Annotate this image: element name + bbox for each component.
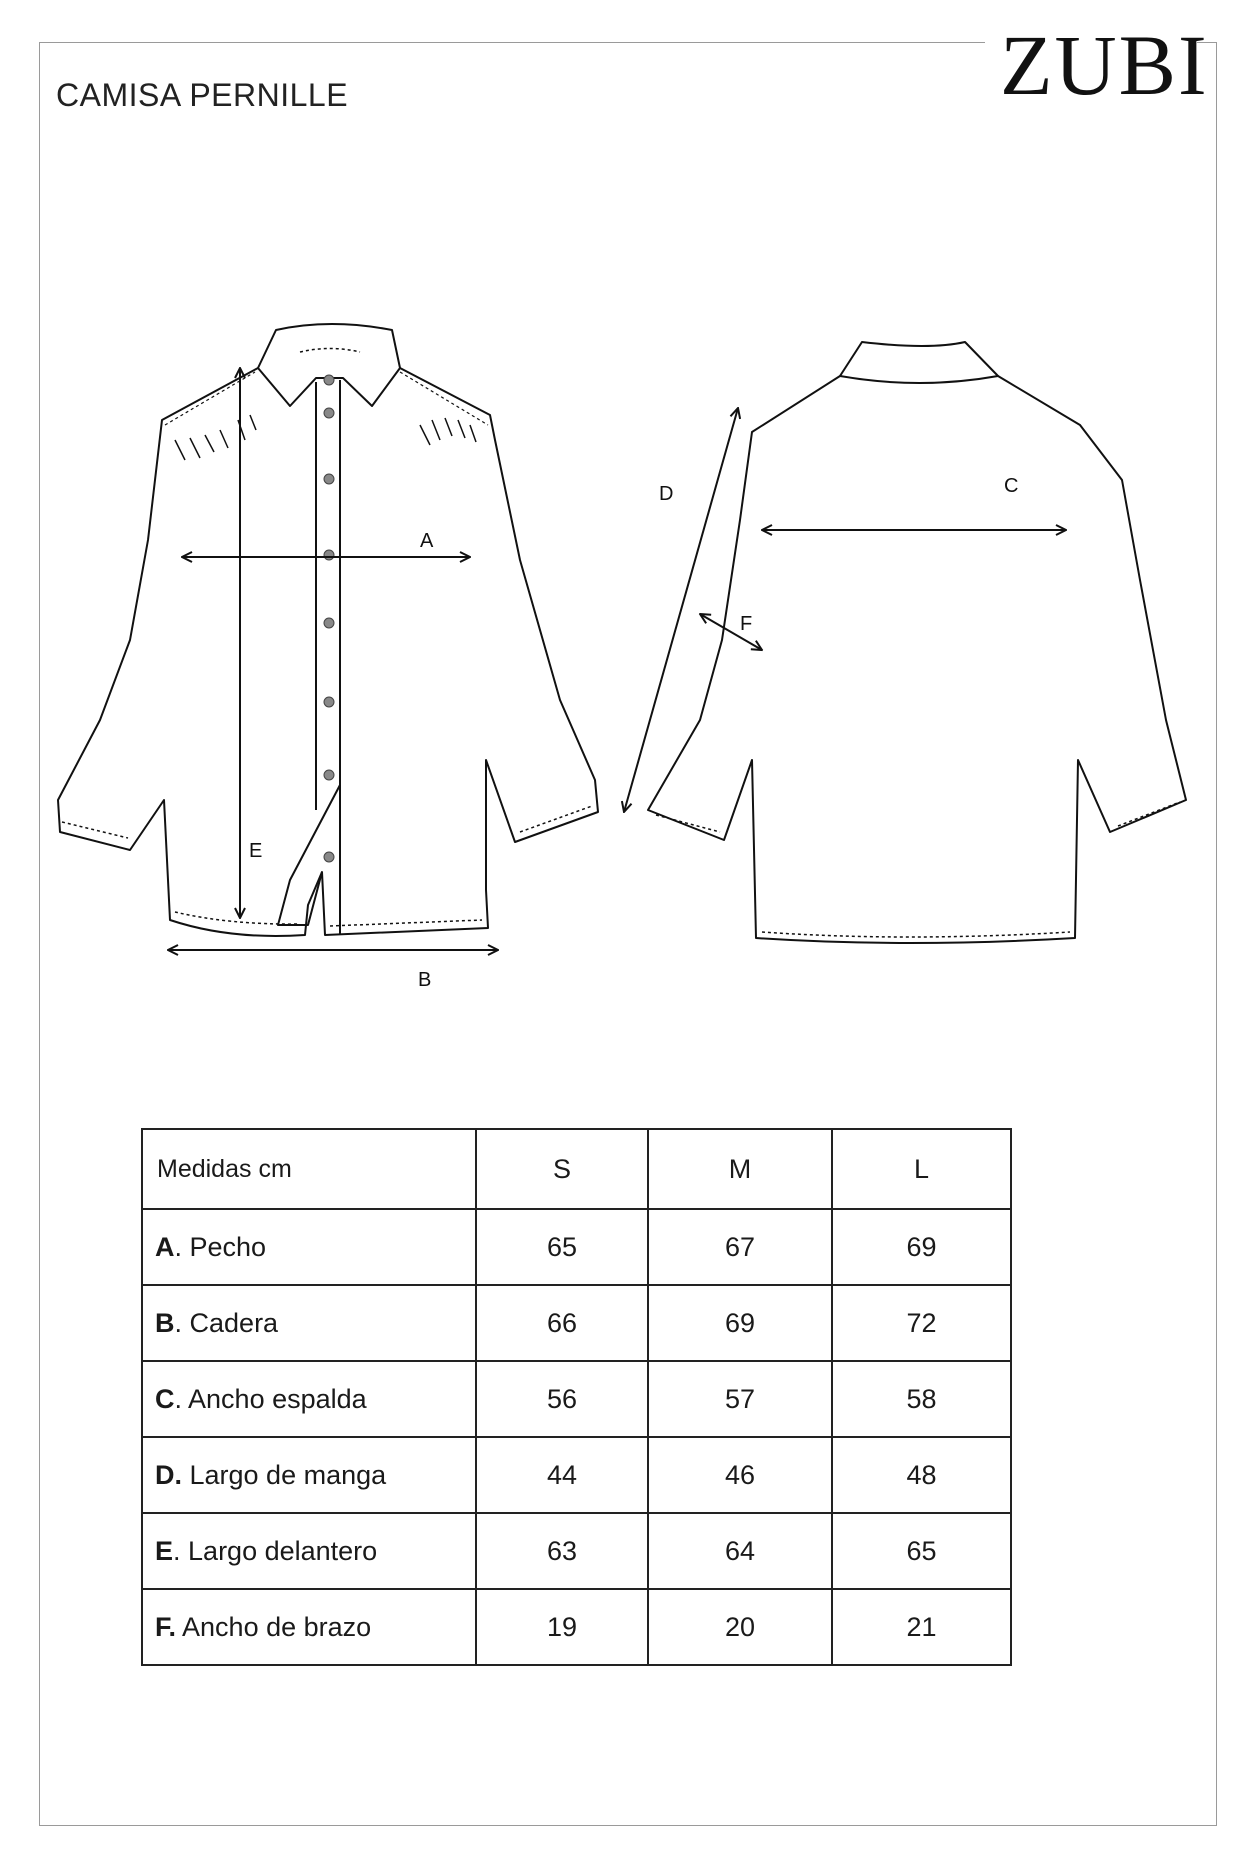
value-l: 69 bbox=[832, 1209, 1011, 1285]
value-s: 66 bbox=[476, 1285, 648, 1361]
measure-name: A. Pecho bbox=[142, 1209, 476, 1285]
measure-name: D. Largo de manga bbox=[142, 1437, 476, 1513]
table-row bbox=[142, 1285, 1011, 1361]
size-table-header bbox=[142, 1129, 1011, 1209]
value-s: 19 bbox=[476, 1589, 648, 1665]
value-l: 72 bbox=[832, 1285, 1011, 1361]
measure-f-arrow bbox=[700, 614, 762, 650]
header-size-l: L bbox=[832, 1129, 1011, 1209]
label-b: B bbox=[418, 969, 432, 991]
label-f: F bbox=[740, 613, 753, 635]
label-a: A bbox=[420, 530, 434, 552]
value-l: 21 bbox=[832, 1589, 1011, 1665]
size-table bbox=[141, 1128, 1012, 1666]
shirt-back-sketch bbox=[648, 342, 1186, 943]
measure-name: B. Cadera bbox=[142, 1285, 476, 1361]
table-row bbox=[142, 1589, 1011, 1665]
table-row bbox=[142, 1361, 1011, 1437]
value-s: 44 bbox=[476, 1437, 648, 1513]
label-e: E bbox=[249, 840, 263, 862]
value-l: 58 bbox=[832, 1361, 1011, 1437]
label-d: D bbox=[659, 483, 674, 505]
value-m: 20 bbox=[648, 1589, 832, 1665]
value-m: 69 bbox=[648, 1285, 832, 1361]
value-s: 63 bbox=[476, 1513, 648, 1589]
value-l: 65 bbox=[832, 1513, 1011, 1589]
measure-name: F. Ancho de brazo bbox=[142, 1589, 476, 1665]
value-l: 48 bbox=[832, 1437, 1011, 1513]
measure-name: E. Largo delantero bbox=[142, 1513, 476, 1589]
product-title: CAMISA PERNILLE bbox=[56, 77, 349, 113]
value-m: 64 bbox=[648, 1513, 832, 1589]
value-m: 46 bbox=[648, 1437, 832, 1513]
value-m: 57 bbox=[648, 1361, 832, 1437]
measure-name: C. Ancho espalda bbox=[142, 1361, 476, 1437]
table-row bbox=[142, 1209, 1011, 1285]
header-size-s: S bbox=[476, 1129, 648, 1209]
table-row bbox=[142, 1513, 1011, 1589]
value-m: 67 bbox=[648, 1209, 832, 1285]
header-measures-label: Medidas cm bbox=[142, 1129, 476, 1209]
header-size-m: M bbox=[648, 1129, 832, 1209]
shirt-buttons bbox=[324, 375, 334, 862]
value-s: 65 bbox=[476, 1209, 648, 1285]
brand-logo: ZUBI bbox=[1000, 17, 1209, 113]
value-s: 56 bbox=[476, 1361, 648, 1437]
label-c: C bbox=[1004, 475, 1019, 497]
table-row bbox=[142, 1437, 1011, 1513]
